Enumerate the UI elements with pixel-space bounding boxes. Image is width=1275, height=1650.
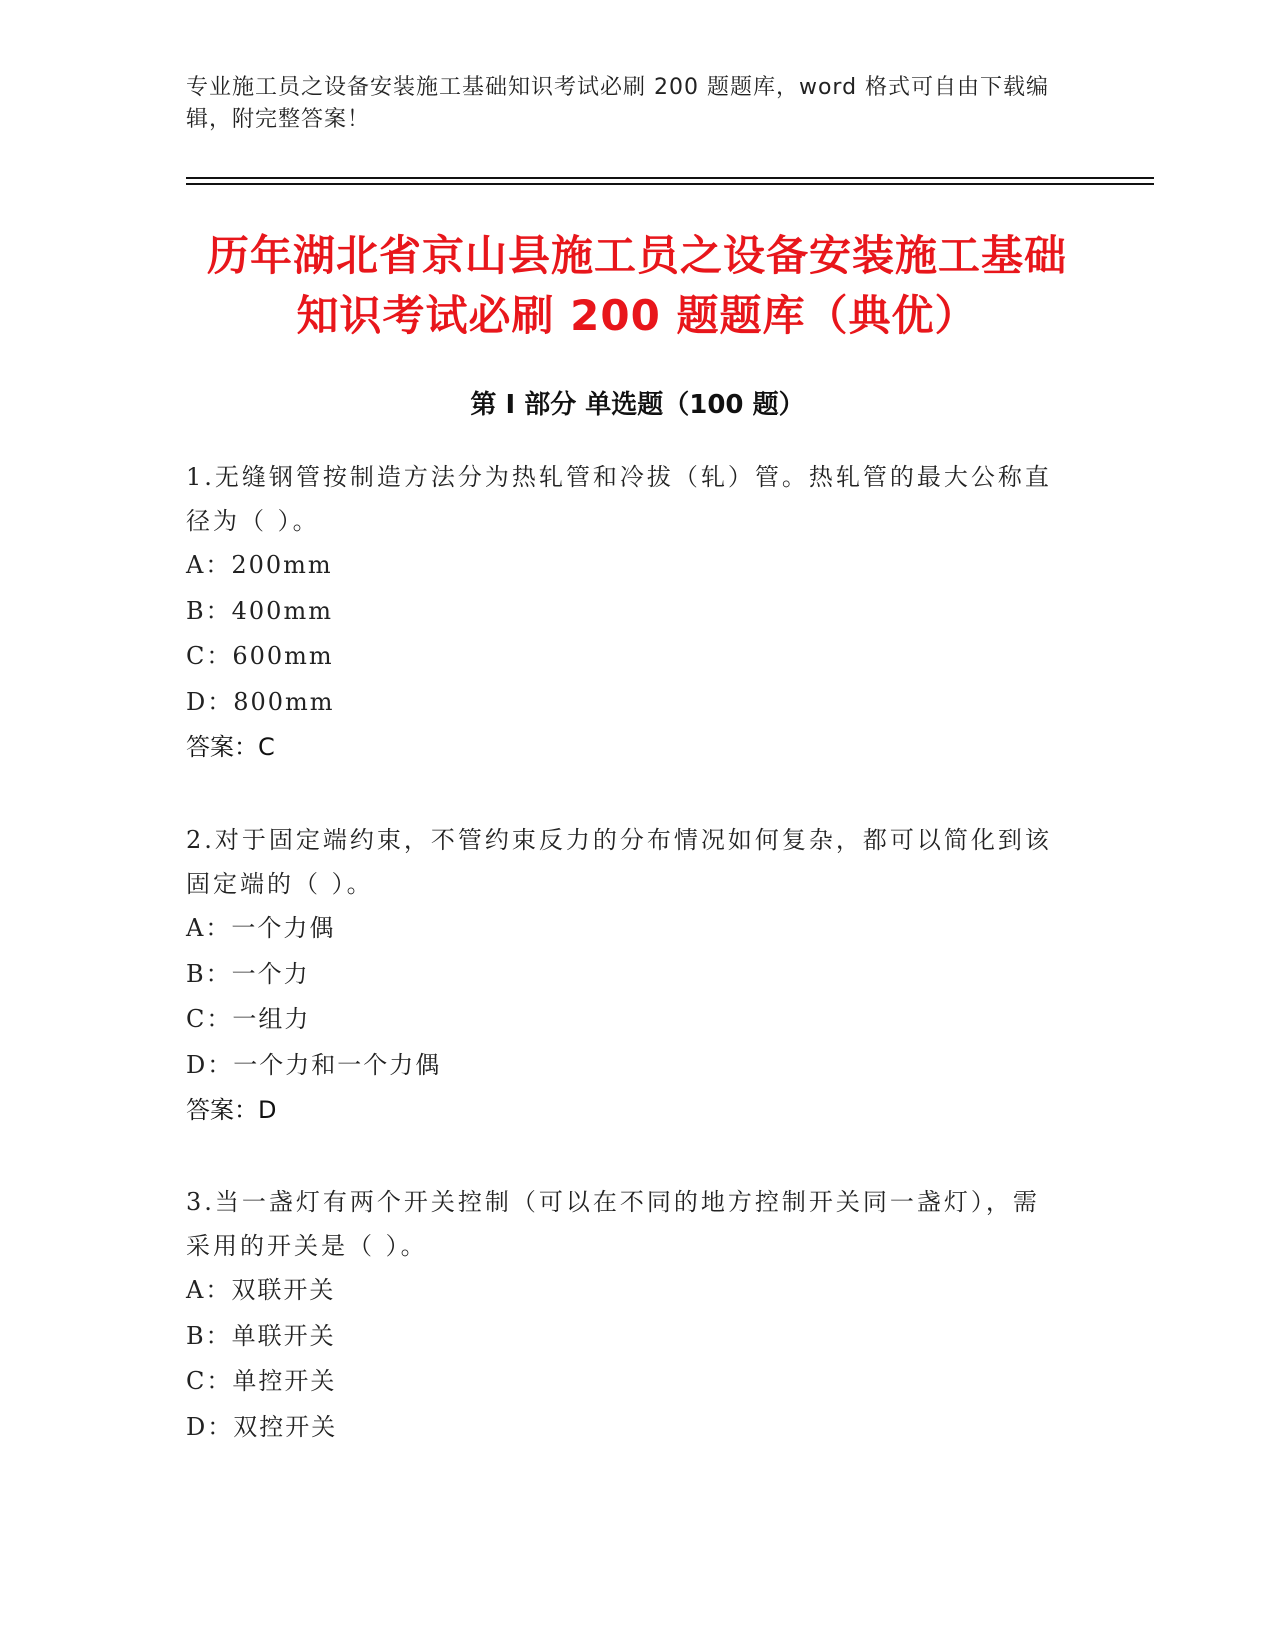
option-a: A：一个力偶: [186, 914, 336, 942]
option-a: A：200mm: [186, 551, 333, 579]
section-heading: 第 I 部分 单选题（100 题）: [470, 390, 805, 420]
question-stem: 1.无缝钢管按制造方法分为热轧管和冷拔（轧）管。热轧管的最大公称直径为（ ）。: [186, 463, 1052, 535]
question-3: [186, 1180, 1066, 1450]
answer-line: 答案：D: [186, 1096, 277, 1124]
option-d: D：一个力和一个力偶: [186, 1050, 442, 1079]
document-title: 历年湖北省京山县施工员之设备安装施工基础知识考试必刷 200 题题库（典优）: [206, 231, 1067, 340]
option-b: B：一个力: [186, 959, 310, 988]
option-c: C：单控开关: [186, 1367, 337, 1395]
option-c: C：一组力: [186, 1005, 311, 1033]
question-stem: 3.当一盏灯有两个开关控制（可以在不同的地方控制开关同一盏灯），需采用的开关是（ ）。: [186, 1188, 1040, 1260]
question-2: [186, 818, 1066, 1133]
option-d: D：800mm: [186, 687, 335, 716]
question-1: [186, 455, 1066, 770]
header-divider-line: [186, 183, 1154, 185]
answer-line: 答案：C: [186, 733, 275, 761]
option-b: B：400mm: [186, 596, 333, 625]
question-stem: 2.对于固定端约束，不管约束反力的分布情况如何复杂，都可以简化到该固定端的（ ）。: [186, 826, 1052, 898]
option-c: C：600mm: [186, 642, 334, 670]
header-note: 专业施工员之设备安装施工基础知识考试必刷 200 题题库，word 格式可自由下载编辑，附完整答案！: [186, 75, 1050, 132]
option-d: D：双控开关: [186, 1412, 338, 1441]
option-b: B：单联开关: [186, 1321, 336, 1350]
header-divider-line: [186, 177, 1154, 179]
option-a: A：双联开关: [186, 1276, 336, 1304]
